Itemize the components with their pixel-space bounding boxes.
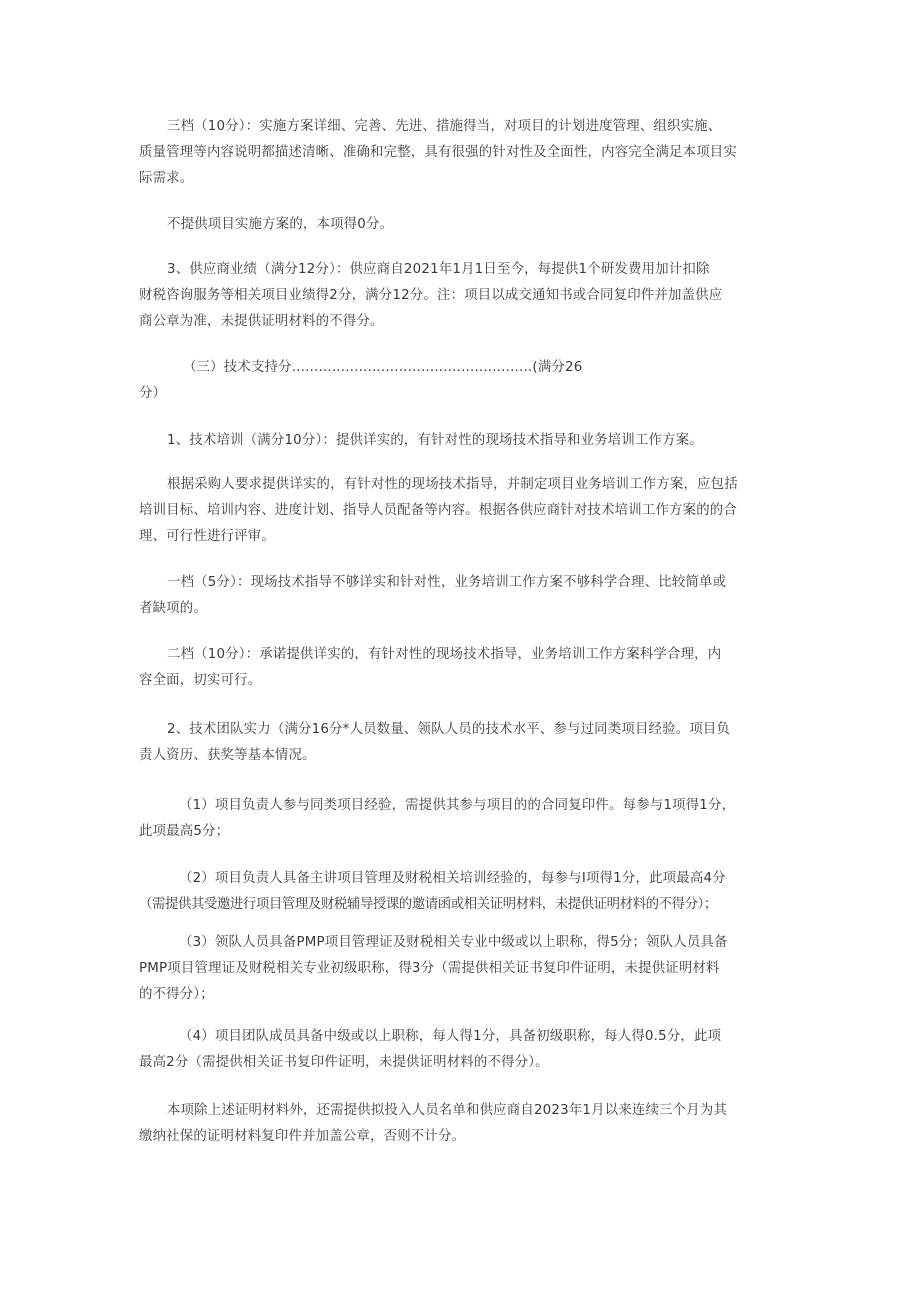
text-line: 财税咨询服务等相关项目业绩得2分，满分12分。注：项目以成交通知书或合同复印件并加盖供应 bbox=[139, 288, 723, 303]
text-line: 缴纳社保的证明材料复印件并加盖公章，否则不计分。 bbox=[139, 1129, 466, 1144]
paragraph-tier3-scheme bbox=[139, 114, 784, 192]
paragraph-team-item-2 bbox=[139, 866, 784, 918]
text-line: 容全面，切实可行。 bbox=[139, 673, 262, 688]
text-line: 责人资历、获奖等基本情况。 bbox=[139, 748, 316, 763]
text-line: 培训目标、培训内容、进度计划、指导人员配备等内容。根据各供应商针对技术培训工作方案的的合 bbox=[139, 503, 737, 518]
text-line: 1、技术培训（满分10分）：提供详实的，有针对性的现场技术指导和业务培训工作方案。 bbox=[167, 433, 703, 448]
text-line: 此项最高5分； bbox=[139, 824, 230, 839]
paragraph-supplier-performance bbox=[139, 257, 784, 335]
heading-label: （三）技术支持分 bbox=[183, 360, 292, 375]
text-line: 理、可行性进行评审。 bbox=[139, 529, 275, 544]
text-line: 际需求。 bbox=[139, 171, 194, 186]
paragraph-team-item-1 bbox=[139, 793, 784, 845]
text-line: 一档（5分）：现场技术指导不够详实和针对性，业务培训工作方案不够科学合理、比较简单或 bbox=[167, 575, 727, 590]
text-line: 不提供项目实施方案的，本项得0分。 bbox=[167, 217, 394, 232]
paragraph-training-tier1 bbox=[139, 570, 784, 622]
paragraph-team-item-4 bbox=[139, 1024, 784, 1076]
text-line: （3）领队人员具备PMP项目管理证及财税相关专业中级或以上职称，得5分；领队人员具备 bbox=[179, 935, 728, 950]
text-line: （1）项目负责人参与同类项目经验，需提供其参与项目的的合同复印件。每参与1项得1分， bbox=[179, 798, 736, 813]
paragraph-training-tier2 bbox=[139, 642, 784, 694]
text-line: 者缺项的。 bbox=[139, 601, 207, 616]
text-line: 最高2分（需提供相关证书复印件证明，未提供证明材料的不得分）。 bbox=[139, 1055, 549, 1070]
paragraph-team-strength bbox=[139, 717, 784, 769]
text-line: （需提供其受邀进行项目管理及财税辅导授课的邀请函或相关证明材料，未提供证明材料的不得分）； bbox=[139, 897, 717, 912]
text-line: （2）项目负责人具备主讲项目管理及财税相关培训经验的，每参与I项得1分，此项最高4分 bbox=[179, 871, 726, 886]
text-line: 本项除上述证明材料外，还需提供拟投入人员名单和供应商自2023年1月以来连续三个月为其 bbox=[167, 1103, 728, 1118]
heading-line bbox=[139, 355, 784, 381]
text-line: （4）项目团队成员具备中级或以上职称，每人得1分，具备初级职称，每人得0.5分，此项 bbox=[179, 1029, 722, 1044]
paragraph-no-scheme bbox=[139, 212, 784, 238]
text-line: PMP项目管理证及财税相关专业初级职称，得3分（需提供相关证书复印件证明，未提供证明材料 bbox=[139, 961, 720, 976]
paragraph-training-requirement bbox=[139, 472, 784, 550]
text-line: 质量管理等内容说明都描述清晰、准确和完整，具有很强的针对性及全面性，内容完全满足本项目实 bbox=[139, 145, 737, 160]
paragraph-team-item-3 bbox=[139, 930, 784, 1008]
paragraph-social-security bbox=[139, 1098, 784, 1150]
text-line: 三档（10分）：实施方案详细、完善、先进、措施得当，对项目的计划进度管理、组织实施、 bbox=[167, 119, 722, 134]
text-line: 二档（10分）：承诺提供详实的，有针对性的现场技术指导，业务培训工作方案科学合理，内 bbox=[167, 647, 722, 662]
text-line: 商公章为准，未提供证明材料的不得分。 bbox=[139, 314, 384, 329]
dot-leader: ...................................................... bbox=[291, 360, 533, 375]
text-line: 根据采购人要求提供详实的，有针对性的现场技术指导，并制定项目业务培训工作方案，应包括 bbox=[167, 477, 738, 492]
text-line: 3、供应商业绩（满分12分）：供应商自2021年1月1日至今，每提供1个研发费用加计扣除 bbox=[167, 262, 710, 277]
heading-score: (满分26 bbox=[532, 360, 583, 375]
text-line: 2、技术团队实力（满分16分*人员数量、领队人员的技术水平、参与过同类项目经验。项目负 bbox=[167, 722, 731, 737]
paragraph-tech-training bbox=[139, 428, 784, 454]
heading-score-continued: 分） bbox=[139, 386, 167, 401]
section-heading-tech-support bbox=[139, 355, 784, 407]
text-line: 的不得分）； bbox=[139, 987, 214, 1002]
